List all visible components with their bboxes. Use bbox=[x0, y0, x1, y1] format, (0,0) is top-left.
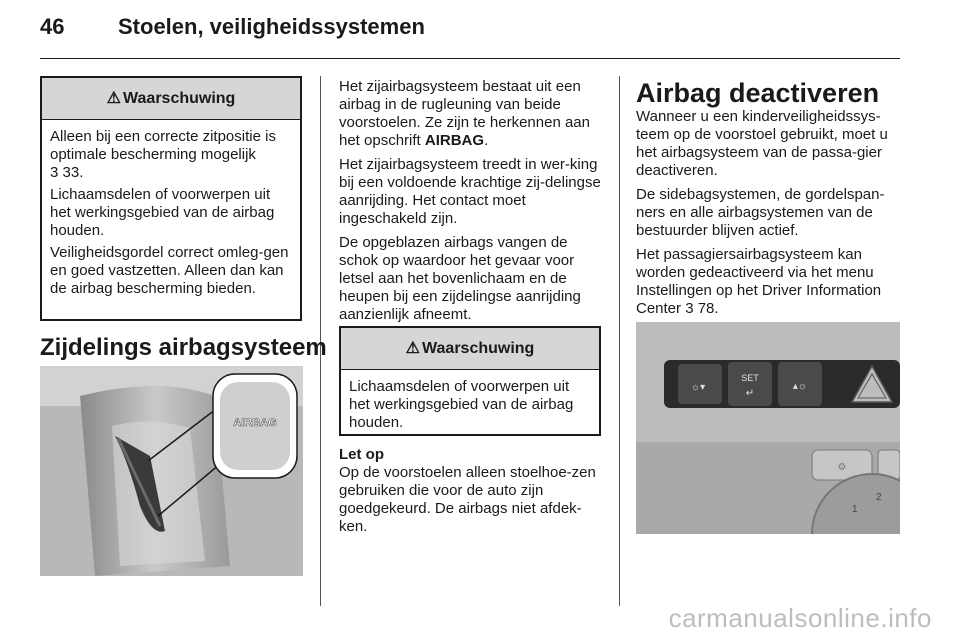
header-rule bbox=[40, 58, 900, 59]
brightness-down-icon: ☼▾ bbox=[690, 382, 706, 393]
warning-body bbox=[341, 370, 599, 432]
paragraph: De sidebagsystemen, de gordelspan-ners en alle airbagsystemen van de bestuurder blijven actief. bbox=[636, 186, 885, 239]
warning-body bbox=[42, 120, 300, 298]
fan-icon: ⚙ bbox=[837, 462, 847, 473]
note-block bbox=[339, 446, 604, 536]
back-arrow-icon: ↵ bbox=[745, 388, 755, 399]
warning-header bbox=[341, 328, 599, 370]
warning-box-middle bbox=[339, 326, 601, 436]
warning-paragraph: Alleen bij een correcte zitpositie is optimale bescherming mogelijk 3 33. bbox=[50, 128, 276, 181]
right-column-text bbox=[636, 108, 902, 324]
paragraph: Het zijairbagsysteem bestaat uit een airbag in de rugleuning van beide voorstoelen. Ze zijn te herkennen aan het opschrift AIRBAG. bbox=[339, 78, 590, 149]
paragraph: Het passagiersairbagsysteem kan worden gedeactiveerd via het menu Instellingen op het Driver Information Center 3 78. bbox=[636, 246, 882, 317]
page-number: 46 bbox=[40, 14, 65, 39]
dial-number-1: 1 bbox=[852, 504, 858, 515]
warning-title: Waarschuwing bbox=[422, 340, 535, 357]
page-ref[interactable]: 33. bbox=[62, 164, 84, 181]
paragraph: Wanneer u een kinderveiligheidssys-teem op de voorstoel gebruikt, moet u het airbagsysteem van de passa-gier deactiveren. bbox=[636, 108, 888, 179]
warning-header bbox=[42, 78, 300, 120]
page-title: Stoelen, veiligheidssystemen bbox=[118, 14, 425, 39]
note-title: Let op bbox=[339, 446, 384, 463]
note-text: Op de voorstoelen alleen stoelhoe-zen gebruiken die voor de auto zijn goedgekeurd. De airbags niet afdek-ken. bbox=[339, 464, 596, 535]
section-heading-deactivate: Airbag deactiveren bbox=[636, 78, 880, 108]
section-heading-side-airbag: Zijdelings airbagsysteem bbox=[40, 334, 327, 361]
brightness-up-icon: ▴☼ bbox=[792, 381, 808, 392]
warning-triangle-icon: ⚠ bbox=[405, 340, 421, 357]
warning-paragraph: Lichaamsdelen of voorwerpen uit het werkingsgebied van de airbag houden. bbox=[50, 186, 275, 239]
dial-number-2: 2 bbox=[876, 492, 882, 503]
watermark: carmanualsonline.info bbox=[668, 603, 932, 633]
middle-column bbox=[339, 78, 604, 330]
paragraph: De opgeblazen airbags vangen de schok op waardoor het gevaar voor letsel aan het bovenlichaam en de heupen bij een zijdelingse aanrijding aanzienlijk afneemt. bbox=[339, 234, 581, 323]
warning-box-left bbox=[40, 76, 302, 321]
column-divider-2 bbox=[619, 76, 620, 606]
page-ref-icon: 3 bbox=[685, 300, 694, 317]
seat-airbag-figure bbox=[40, 366, 303, 576]
page-ref[interactable]: 78. bbox=[697, 300, 719, 317]
airbag-label: AIRBAG bbox=[233, 417, 277, 429]
paragraph: Het zijairbagsysteem treedt in wer-king bij een voldoende krachtige zij-delingse aanrijding. Het contact moet ingeschakeld zijn. bbox=[339, 156, 601, 227]
page-ref-icon: 3 bbox=[50, 164, 59, 181]
set-button-label: SET bbox=[741, 373, 759, 383]
warning-paragraph: Lichaamsdelen of voorwerpen uit het werkingsgebied van de airbag houden. bbox=[349, 378, 574, 431]
warning-title: Waarschuwing bbox=[123, 90, 236, 107]
dashboard-buttons-figure bbox=[636, 322, 900, 534]
warning-triangle-icon: ⚠ bbox=[106, 90, 122, 107]
warning-paragraph: Veiligheidsgordel correct omleg-gen en goed vastzetten. Alleen dan kan de airbag bescherming bieden. bbox=[50, 244, 289, 297]
